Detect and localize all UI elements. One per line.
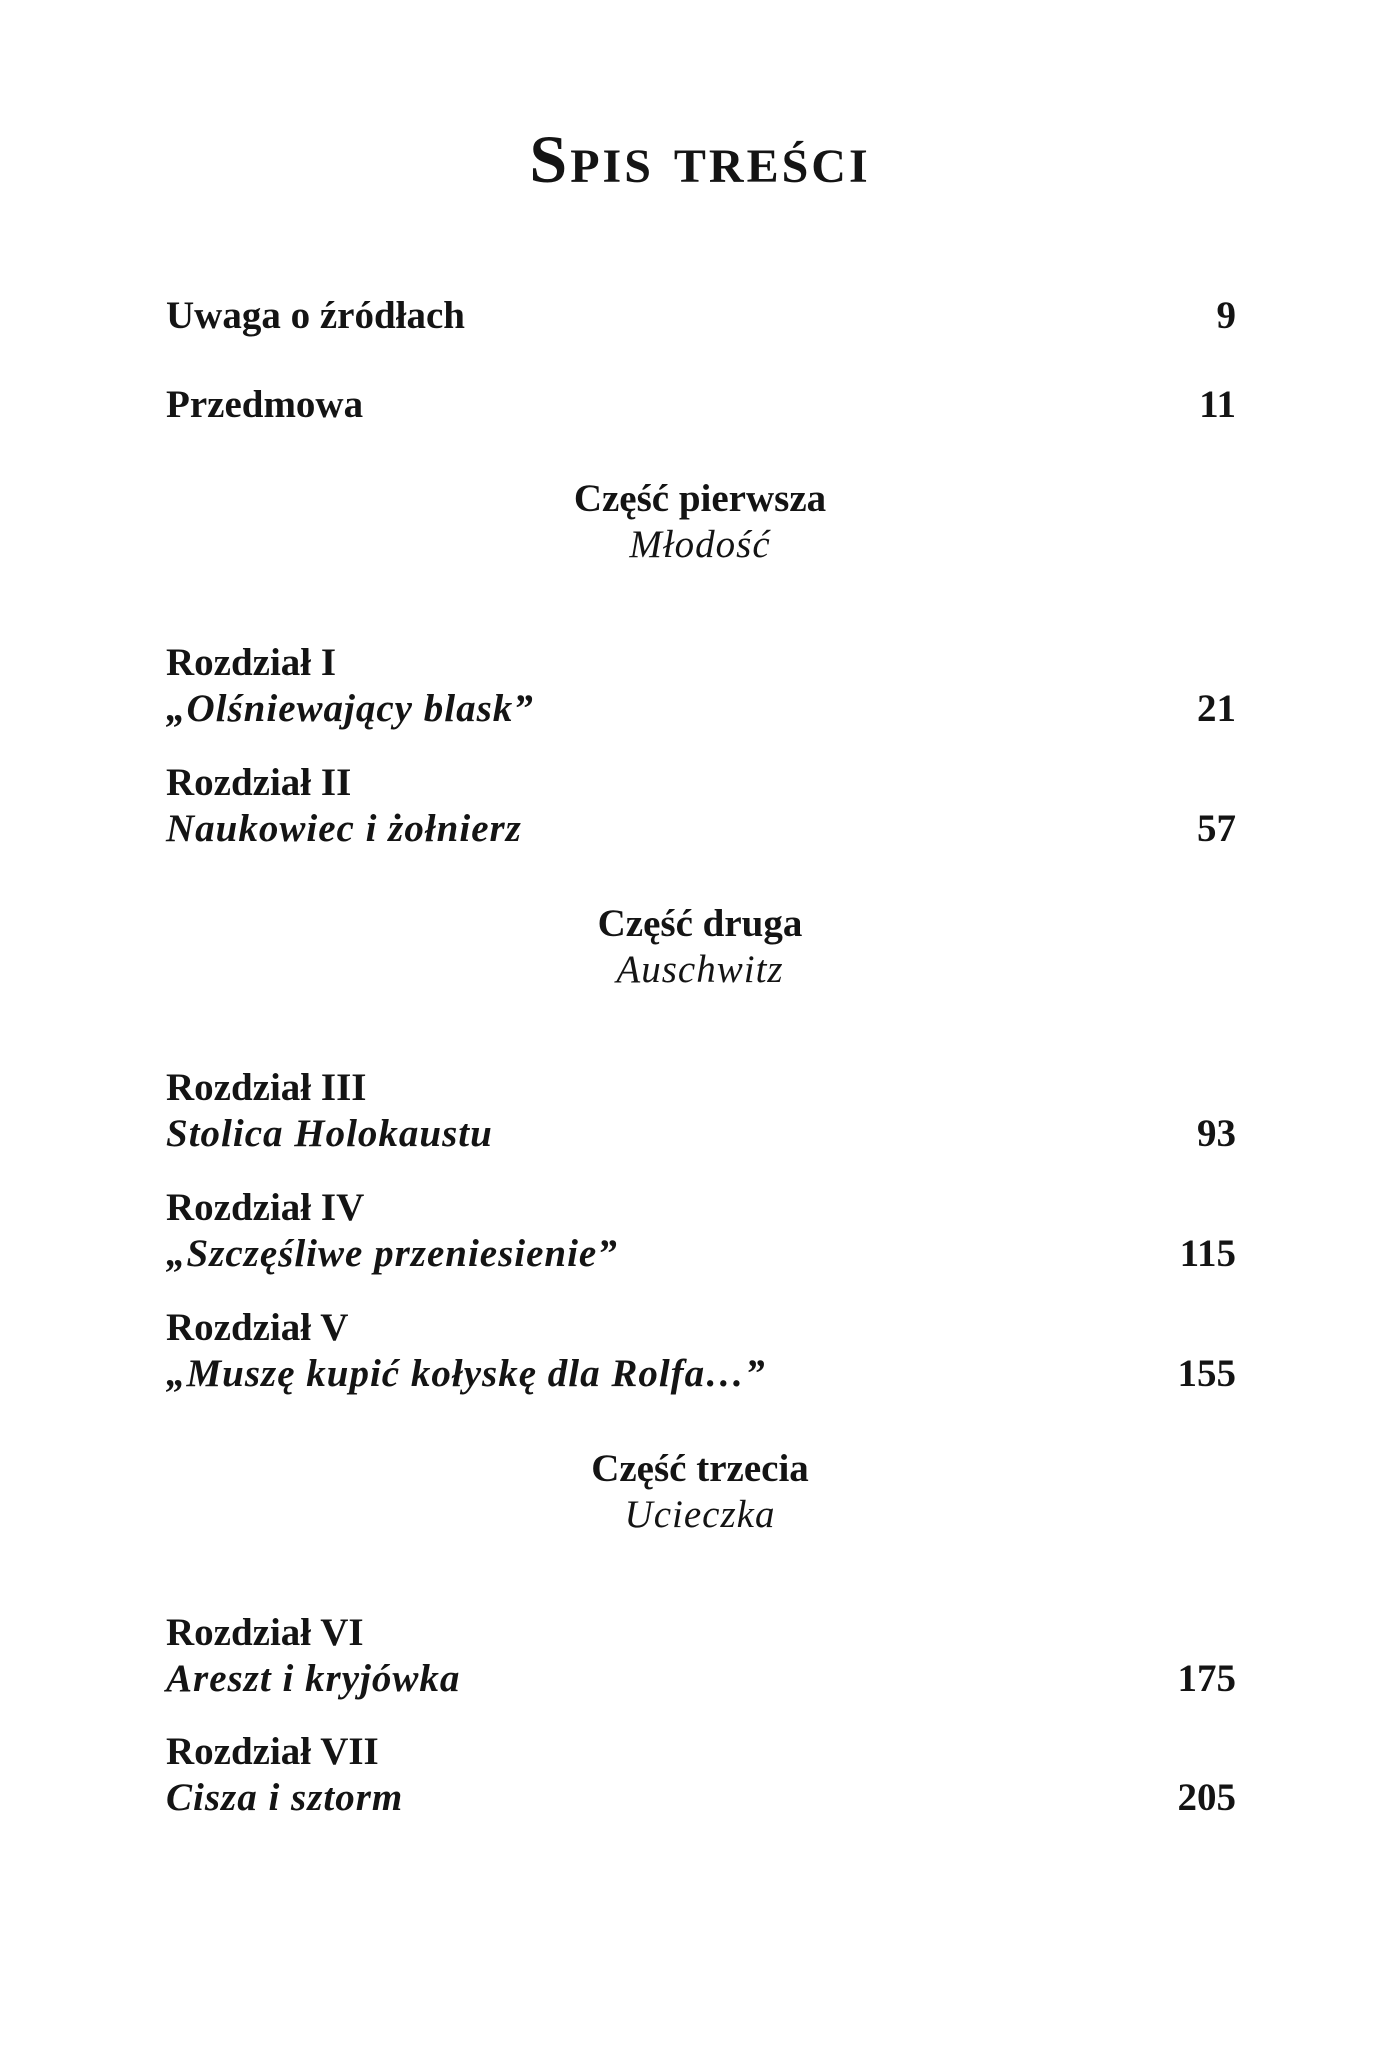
chapter-label: Rozdział V [166,1306,349,1349]
chapter-label: Rozdział VI [166,1611,364,1654]
part-label: Część trzecia [591,1447,809,1490]
part-title: Auschwitz [616,948,784,991]
chapter-title: Stolica Holokaustu [166,1112,493,1155]
toc-entry-sources-note[interactable] [166,293,1236,339]
chapter-title: Areszt i kryjówka [166,1657,461,1700]
toc-page-number: 57 [1197,807,1236,850]
chapter-label: Rozdział IV [166,1186,365,1229]
toc-page-number: 93 [1197,1112,1236,1155]
toc-page-number: 9 [1216,294,1236,337]
toc-entry-chapter-2[interactable] [166,760,1236,852]
chapter-label: Rozdział II [166,761,352,804]
chapter-label: Rozdział I [166,641,337,684]
part-heading-1 [0,476,1400,568]
toc-entry-chapter-3[interactable] [166,1065,1236,1157]
page-title: Spis treści [529,121,871,197]
toc-page-number: 155 [1177,1352,1236,1395]
toc-entry-chapter-1[interactable] [166,640,1236,732]
toc-entry-chapter-7[interactable] [166,1729,1236,1821]
part-label: Część druga [597,902,803,945]
toc-page-number: 11 [1199,383,1236,426]
chapter-title: Cisza i sztorm [166,1776,404,1819]
toc-entry-chapter-4[interactable] [166,1185,1236,1277]
chapter-title: „Szczęśliwe przeniesienie” [166,1232,618,1275]
toc-page-number: 21 [1197,687,1236,730]
toc-page-number: 175 [1177,1657,1236,1700]
part-title: Młodość [629,523,771,566]
part-heading-2 [0,901,1400,993]
part-heading-3 [0,1446,1400,1538]
part-title: Ucieczka [624,1493,776,1536]
toc-page-number: 205 [1177,1776,1236,1819]
chapter-title: „Muszę kupić kołyskę dla Rolfa…” [166,1352,766,1395]
chapter-label: Rozdział VII [166,1730,379,1773]
chapter-title: „Olśniewający blask” [166,687,534,730]
chapter-label: Rozdział III [166,1066,367,1109]
toc-page-number: 115 [1179,1232,1236,1275]
toc-entry-chapter-5[interactable] [166,1305,1236,1397]
toc-entry-chapter-6[interactable] [166,1610,1236,1702]
toc-entry-label: Uwaga o źródłach [166,294,465,337]
toc-entry-preface[interactable] [166,382,1236,428]
part-label: Część pierwsza [573,477,827,520]
toc-entry-label: Przedmowa [166,383,364,426]
chapter-title: Naukowiec i żołnierz [166,807,522,850]
